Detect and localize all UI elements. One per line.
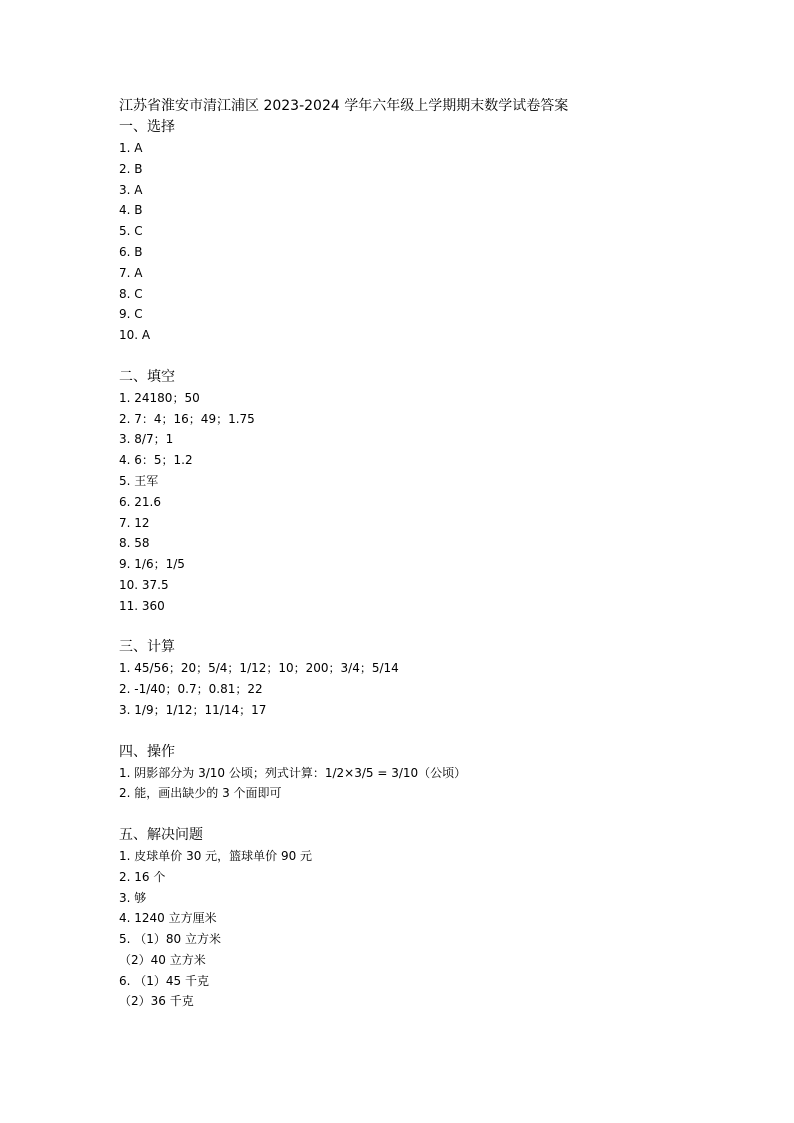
answer-item: 2. 7：4；16；49；1.75 (119, 411, 255, 426)
answer-item: 9. 1/6；1/5 (119, 557, 185, 572)
answer-list (119, 658, 719, 720)
section-choice (119, 117, 719, 346)
answer-item: 6. B (119, 244, 143, 259)
document-title: 江苏省淮安市清江浦区 2023-2024 学年六年级上学期期末数学试卷答案 (119, 98, 569, 114)
answer-item: 6. 21.6 (119, 494, 161, 509)
answer-item: 3. 8/7；1 (119, 432, 174, 447)
answer-item: 1. A (119, 141, 143, 155)
answer-item: 1. 24180；50 (119, 390, 200, 405)
answer-item: 4. 6：5；1.2 (119, 453, 193, 468)
answer-item: 8. 58 (119, 536, 150, 551)
document-body (119, 96, 719, 1012)
answer-item: 4. B (119, 203, 143, 218)
answer-item: 2. -1/40；0.7；0.81；22 (119, 682, 263, 697)
answer-list (119, 138, 719, 346)
section-spacer (119, 721, 719, 742)
answer-list (119, 763, 719, 805)
answer-item: 5. 王军 (119, 473, 159, 488)
section-problem-solving (119, 825, 719, 1012)
section-heading: 四、操作 (119, 743, 175, 760)
answer-item: 5. C (119, 224, 143, 239)
section-heading: 五、解决问题 (119, 826, 203, 843)
answer-item: 4. 1240 立方厘米 (119, 911, 217, 926)
section-heading: 二、填空 (119, 368, 175, 385)
answer-item: 6. （1）45 千克 (119, 973, 209, 988)
answer-item: 10. 37.5 (119, 577, 169, 592)
answer-item: 3. A (119, 182, 143, 197)
section-operation (119, 742, 719, 805)
section-calculation (119, 637, 719, 720)
answer-item: 2. B (119, 161, 143, 176)
answer-item: 10. A (119, 328, 151, 343)
answer-item: 1. 皮球单价 30 元，篮球单价 90 元 (119, 848, 313, 863)
answer-list (119, 846, 719, 1012)
section-fill-blank (119, 367, 719, 617)
answer-item: （2）40 立方米 (119, 952, 206, 967)
answer-item: 8. C (119, 286, 143, 301)
answer-item: 1. 45/56；20；5/4；1/12；10；200；3/4；5/14 (119, 661, 399, 676)
answer-item: 2. 16 个 (119, 869, 166, 884)
section-spacer (119, 617, 719, 638)
section-heading: 一、选择 (119, 119, 175, 135)
section-heading: 三、计算 (119, 639, 175, 656)
answer-item: 2. 能，画出缺少的 3 个面即可 (119, 786, 282, 801)
answer-item: 11. 360 (119, 598, 165, 613)
answer-item: 9. C (119, 307, 143, 322)
answer-item: 3. 够 (119, 890, 147, 905)
answer-item: 3. 1/9；1/12；11/14；17 (119, 702, 267, 717)
answer-item: 1. 阴影部分为 3/10 公顷；列式计算：1/2×3/5 = 3/10（公顷） (119, 765, 467, 780)
section-spacer (119, 346, 719, 367)
answer-item: （2）36 千克 (119, 994, 194, 1009)
answer-item: 7. 12 (119, 515, 150, 530)
answer-item: 5. （1）80 立方米 (119, 932, 221, 947)
section-spacer (119, 804, 719, 825)
answer-item: 7. A (119, 265, 143, 280)
answer-list (119, 388, 719, 617)
